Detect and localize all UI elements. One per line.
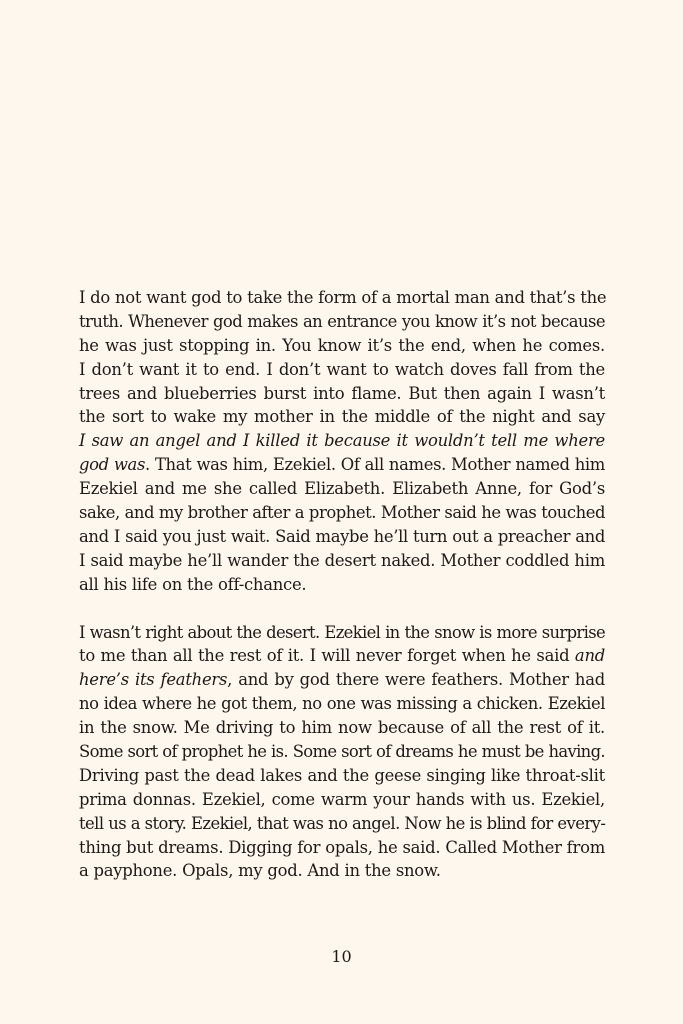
italic-text: and [574, 646, 605, 666]
italic-text: here’s its feathers [79, 670, 228, 690]
text-run: and I said you just wait. Said maybe he’ll turn out a preacher and [79, 526, 605, 546]
text-line [79, 812, 605, 836]
page-number: 10 [331, 947, 352, 966]
text-run: in the snow. Me driving to him now because of all the rest of it. [79, 718, 605, 738]
text-run: tell us a story. Ezekiel, that was no angel. Now he is blind for every- [79, 813, 606, 833]
italic-text: god was [79, 455, 146, 475]
text-run: I do not want god to take the form of a mortal man and that’s the [79, 288, 607, 307]
text-run: truth. Whenever god makes an entrance you know it’s not because [79, 311, 605, 331]
text-run: prima donnas. Ezekiel, come warm your hands with us. Ezekiel, [79, 789, 605, 809]
text-run: Driving past the dead lakes and the geese singing like throat-slit [79, 765, 605, 785]
text-run: Ezekiel and me she called Elizabeth. Elizabeth Anne, for God’s [79, 479, 605, 499]
paragraph-gap [79, 597, 605, 621]
italic-text: I saw an angel and I killed it because it wouldn’t tell me where [79, 431, 605, 451]
text-line [79, 310, 605, 334]
text-run: a payphone. Opals, my god. And in the snow. [79, 861, 441, 881]
text-run: to me than all the rest of it. I will never forget when he said [79, 646, 575, 666]
text-run: Some sort of prophet he is. Some sort of dreams he must be having. [79, 742, 605, 762]
text-line [79, 525, 605, 549]
text-line [79, 477, 605, 501]
text-run: I wasn’t right about the desert. Ezekiel in the snow is more surprise [79, 622, 605, 642]
text-line [79, 621, 605, 645]
text-line [79, 716, 605, 740]
paragraph [79, 621, 605, 884]
text-run: , and by god there were feathers. Mother had [227, 670, 605, 690]
text-run: thing but dreams. Digging for opals, he said. Called Mother from [79, 837, 605, 857]
text-run: . That was him, Ezekiel. Of all names. Mother named him [145, 455, 606, 475]
text-run: all his life on the off-chance. [79, 574, 307, 594]
text-line [79, 549, 605, 573]
text-run: he was just stopping in. You know it’s the end, when he comes. [79, 335, 605, 355]
paragraph [79, 286, 605, 597]
text-line [79, 358, 605, 382]
text-run: I said maybe he’ll wander the desert naked. Mother coddled him [79, 550, 605, 570]
text-run: I don’t want it to end. I don’t want to watch doves fall from the [79, 359, 605, 379]
text-run: no idea where he got them, no one was missing a chicken. Ezekiel [79, 694, 605, 714]
text-line [79, 788, 605, 812]
text-line [79, 859, 605, 883]
text-line [79, 668, 605, 692]
text-line [79, 764, 605, 788]
text-line [79, 286, 605, 310]
text-line [79, 334, 605, 358]
text-run: trees and blueberries burst into flame. But then again I wasn’t [79, 383, 605, 403]
text-line [79, 644, 605, 668]
text-line [79, 382, 605, 406]
text-line [79, 453, 605, 477]
text-line [79, 405, 605, 429]
text-run: sake, and my brother after a prophet. Mother said he was touched [79, 503, 605, 523]
text-line [79, 740, 605, 764]
body-text [79, 286, 605, 883]
text-line [79, 573, 605, 597]
text-line [79, 429, 605, 453]
text-line [79, 501, 605, 525]
text-line [79, 692, 605, 716]
text-run: the sort to wake my mother in the middle of the night and say [79, 407, 605, 427]
text-line [79, 836, 605, 860]
